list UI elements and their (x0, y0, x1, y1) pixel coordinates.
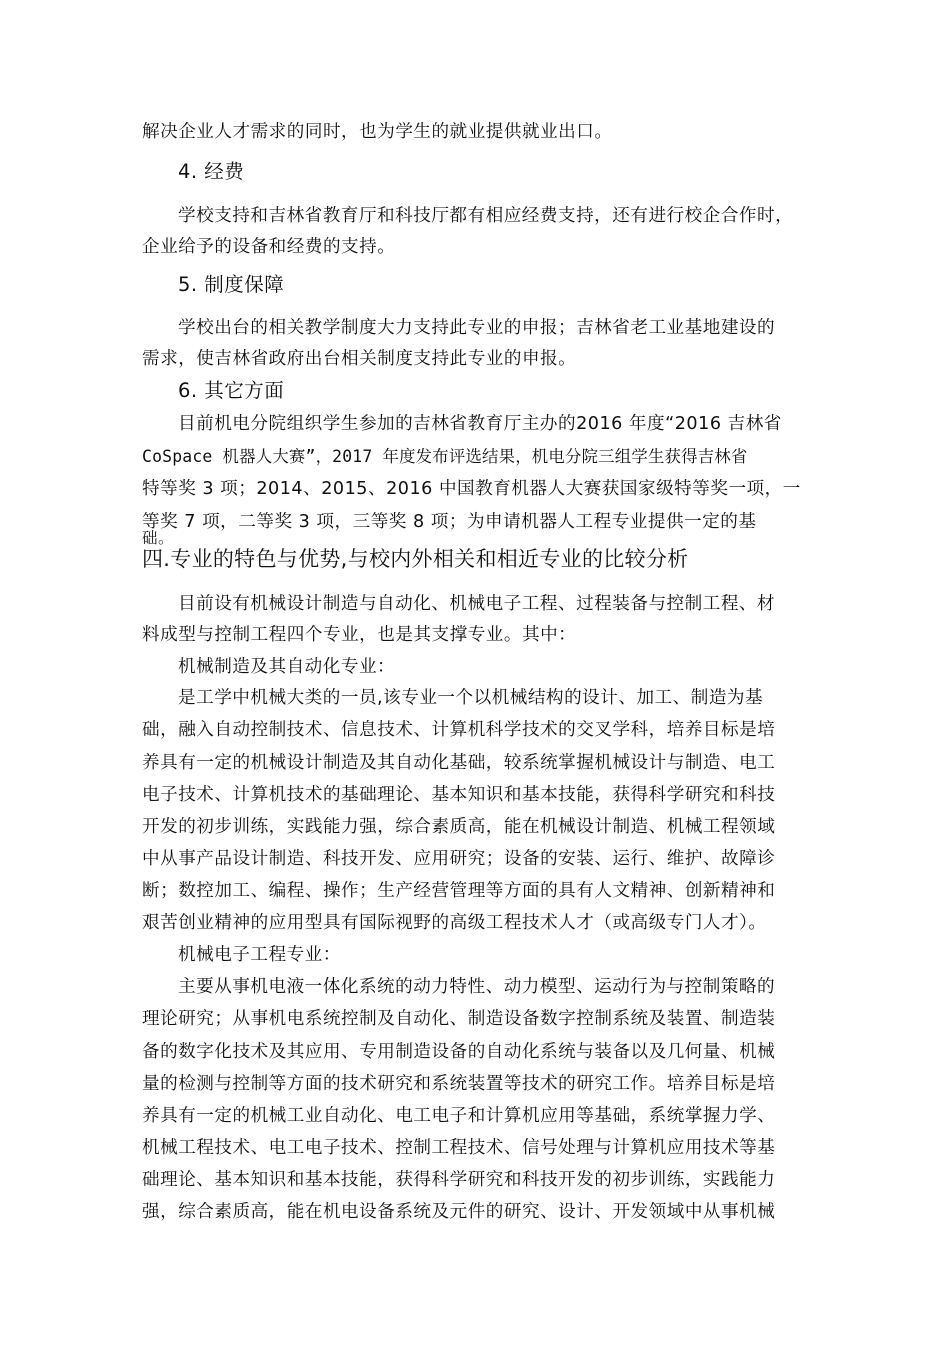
funding-paragraph-line: 学校支持和吉林省教育厅和科技厅都有相应经费支持，还有进行校企合作时， (178, 206, 794, 226)
mech-paragraph-line: 开发的初步训练，实践能力强，综合素质高，能在机械设计制造、机械工程领域 (142, 817, 776, 837)
mech-paragraph-line: 艰苦创业精神的应用型具有国际视野的高级工程技术人才（或高级专门人才）。 (142, 913, 767, 933)
mechatronics-paragraph-line: 机械工程技术、电工电子技术、控制工程技术、信号处理与计算机应用技术等基 (142, 1138, 776, 1158)
mechatronics-paragraph-line: 主要从事机电液一体化系统的动力特性、动力模型、运动行为与控制策略的 (178, 977, 776, 997)
majors-paragraph-line: 料成型与控制工程四个专业，也是其支撑专业。其中： (142, 625, 577, 645)
mech-paragraph-line: 础，融入自动控制技术、信息技术、计算机科学技术的交叉学科，培养目标是培 (142, 720, 776, 740)
mechatronics-paragraph-line: 础理论、基本知识和基本技能，获得科学研究和科技开发的初步训练，实践能力 (142, 1170, 776, 1190)
mechatronics-paragraph-line: 备的数字化技术及其应用、专用制造设备的自动化系统与装备以及几何量、机械 (142, 1042, 776, 1062)
system-heading: 5. 制度保障 (178, 273, 285, 296)
other-paragraph-line: 础。 (142, 529, 175, 547)
section-4-title: 四.专业的特色与优势,与校内外相关和相近专业的比较分析 (142, 547, 689, 571)
other-paragraph-line: 等奖 7 项，二等奖 3 项，三等奖 8 项；为申请机器人工程专业提供一定的基 (142, 512, 757, 532)
mech-paragraph-line: 养具有一定的机械设计制造及其自动化基础，较系统掌握机械设计与制造、电工 (142, 753, 776, 773)
other-paragraph-line: 特等奖 3 项；2014、2015、2016 中国教育机器人大赛获国家级特等奖一项，一 (142, 479, 801, 499)
other-paragraph-line: CoSpace 机器人大赛”，2017 年度发布评选结果，机电分院三组学生获得吉林省 (142, 447, 748, 466)
funding-heading: 4. 经费 (178, 160, 245, 183)
other-heading: 6. 其它方面 (178, 379, 285, 402)
system-paragraph-line: 学校出台的相关教学制度大力支持此专业的申报；吉林省老工业基地建设的 (178, 318, 776, 338)
mech-paragraph-line: 中从事产品设计制造、科技开发、应用研究；设备的安装、运行、维护、故障诊 (142, 849, 776, 869)
intro-paragraph: 解决企业人才需求的同时，也为学生的就业提供就业出口。 (142, 122, 613, 142)
majors-paragraph-line: 目前设有机械设计制造与自动化、机械电子工程、过程装备与控制工程、材 (178, 594, 776, 614)
mech-paragraph-line: 电子技术、计算机技术的基础理论、基本知识和基本技能，获得科学研究和科技 (142, 785, 776, 805)
mechatronics-paragraph-line: 强，综合素质高，能在机电设备系统及元件的研究、设计、开发领域中从事机械 (142, 1202, 776, 1222)
other-paragraph-line: 目前机电分院组织学生参加的吉林省教育厅主办的2016 年度“2016 吉林省 (178, 414, 782, 434)
mech-paragraph-line: 断；数控加工、编程、操作；生产经营管理等方面的具有人文精神、创新精神和 (142, 881, 776, 901)
mech-label: 机械制造及其自动化专业： (178, 657, 396, 677)
mechatronics-label: 机械电子工程专业： (178, 945, 341, 965)
system-paragraph-line: 需求，使吉林省政府出台相关制度支持此专业的申报。 (142, 349, 577, 369)
mech-paragraph-line: 是工学中机械大类的一员,该专业一个以机械结构的设计、加工、制造为基 (178, 688, 764, 708)
mechatronics-paragraph-line: 养具有一定的机械工业自动化、电工电子和计算机应用等基础，系统掌握力学、 (142, 1106, 776, 1126)
funding-paragraph-line: 企业给予的设备和经费的支持。 (142, 237, 396, 257)
mechatronics-paragraph-line: 量的检测与控制等方面的技术研究和系统装置等技术的研究工作。培养目标是培 (142, 1074, 776, 1094)
mechatronics-paragraph-line: 理论研究；从事机电系统控制及自动化、制造设备数字控制系统及装置、制造装 (142, 1009, 776, 1029)
